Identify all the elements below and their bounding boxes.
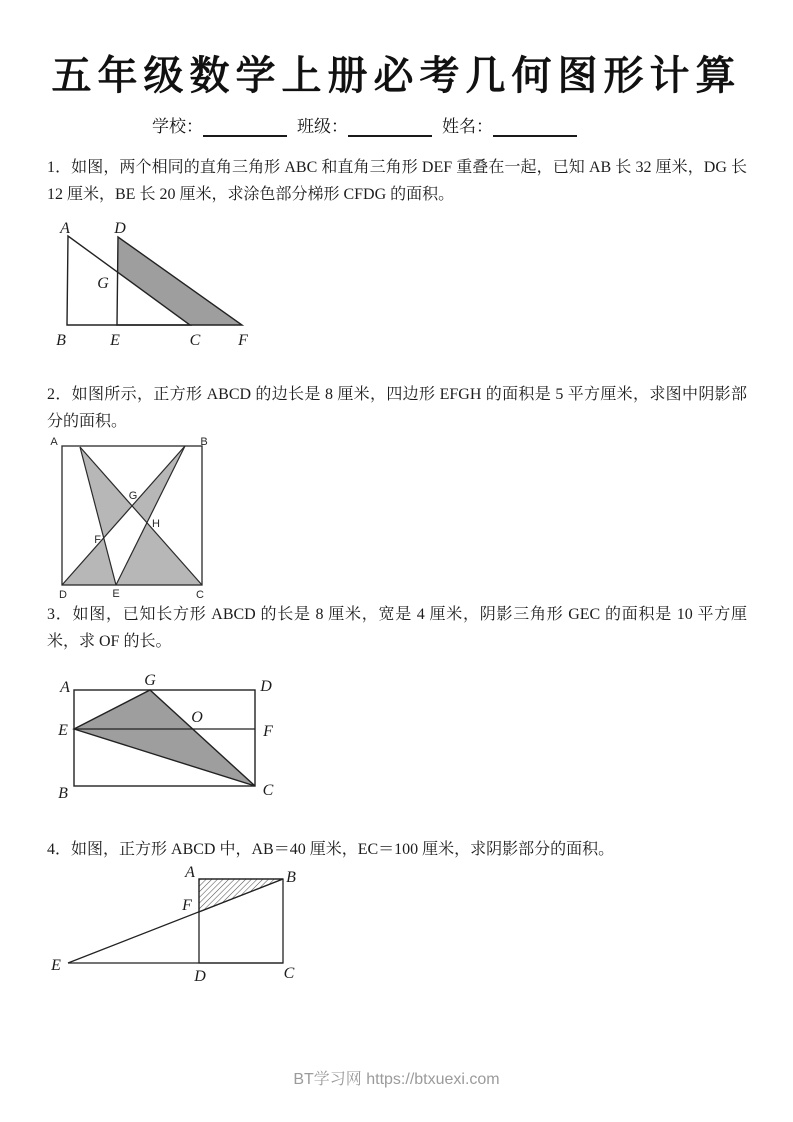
header-fields	[152, 112, 577, 137]
vertex-label-d: D	[59, 589, 67, 601]
vertex-label-c: C	[262, 782, 274, 799]
figure-2-square-star	[45, 436, 215, 601]
shaded-triangle-gec	[74, 690, 255, 786]
vertex-label-a: A	[60, 220, 70, 237]
name-field	[442, 112, 577, 137]
vertex-label-b: B	[200, 436, 208, 448]
vertex-label-g: G	[97, 275, 109, 292]
vertex-label-d: D	[114, 220, 126, 237]
shaded-triangle-top-left	[80, 447, 132, 538]
vertex-label-g: G	[128, 490, 138, 502]
shaded-triangle-top-right	[132, 446, 185, 523]
vertex-label-o: O	[191, 709, 203, 726]
problem-4-number: 4．	[47, 841, 72, 858]
vertex-label-e: E	[58, 722, 68, 739]
shaded-triangle-bottom-right	[116, 523, 202, 585]
problem-4-body: 如图，正方形 ABCD 中，AB＝40 厘米，EC＝100 厘米，求阴影部分的面积。	[71, 841, 615, 858]
class-label: 班级：	[297, 117, 348, 136]
school-field	[152, 112, 287, 137]
problem-3-body: 如图，已知长方形 ABCD 的长是 8 厘米，宽是 4 厘米，阴影三角形 GEC 的面积是 10 平方厘米，求 OF 的长。	[47, 606, 747, 650]
problem-4-text	[47, 836, 747, 863]
problem-2-number: 2．	[47, 386, 72, 403]
vertex-label-c: C	[189, 332, 201, 349]
vertex-label-b: B	[58, 785, 68, 802]
class-blank-line	[348, 119, 432, 137]
vertex-label-a: A	[50, 436, 58, 448]
problem-2-text	[47, 381, 747, 435]
class-field	[297, 112, 432, 137]
shaded-triangle-bottom-left	[62, 538, 116, 585]
vertex-label-d: D	[194, 968, 206, 985]
vertex-label-f: F	[263, 723, 273, 740]
name-label: 姓名：	[442, 117, 493, 136]
figure-3-rectangle-triangle	[55, 668, 290, 803]
vertex-label-a: A	[185, 864, 195, 881]
vertex-label-f: F	[94, 534, 101, 546]
vertex-label-c: C	[196, 589, 204, 601]
vertex-label-f: F	[182, 897, 192, 914]
page-title: 五年级数学上册必考几何图形计算	[51, 54, 742, 98]
vertex-label-f: F	[238, 332, 248, 349]
vertex-label-b: B	[56, 332, 66, 349]
school-label: 学校：	[152, 117, 203, 136]
figure-4-square-external-line	[40, 864, 310, 989]
vertex-label-e: E	[51, 957, 61, 974]
footer-site-credit: BT学习网 https://btxuexi.com	[293, 1071, 500, 1088]
vertex-label-e: E	[110, 332, 120, 349]
vertex-label-b: B	[286, 869, 296, 886]
vertex-label-h: H	[152, 518, 160, 530]
vertex-label-g: G	[144, 672, 156, 689]
vertex-label-d: D	[260, 678, 272, 695]
school-blank-line	[203, 119, 287, 137]
vertex-label-e: E	[112, 588, 120, 600]
problem-2-body: 如图所示，正方形 ABCD 的边长是 8 厘米，四边形 EFGH 的面积是 5 平方厘米，求图中阴影部分的面积。	[47, 386, 747, 430]
problem-1-body: 如图，两个相同的直角三角形 ABC 和直角三角形 DEF 重叠在一起，已知 AB 长 32 厘米，DG 长 12 厘米，BE 长 20 厘米，求涂色部分梯形 CFDG 的面积。	[47, 159, 747, 203]
vertex-label-c: C	[283, 965, 295, 982]
problem-1-number: 1．	[47, 159, 72, 176]
problem-3-number: 3．	[47, 606, 73, 623]
vertex-label-a: A	[60, 679, 70, 696]
problem-3-text	[47, 601, 747, 655]
figure-1-overlapping-triangles	[45, 218, 260, 350]
name-blank-line	[493, 119, 577, 137]
problem-1-text	[47, 154, 747, 208]
line-e-to-b	[68, 879, 283, 963]
